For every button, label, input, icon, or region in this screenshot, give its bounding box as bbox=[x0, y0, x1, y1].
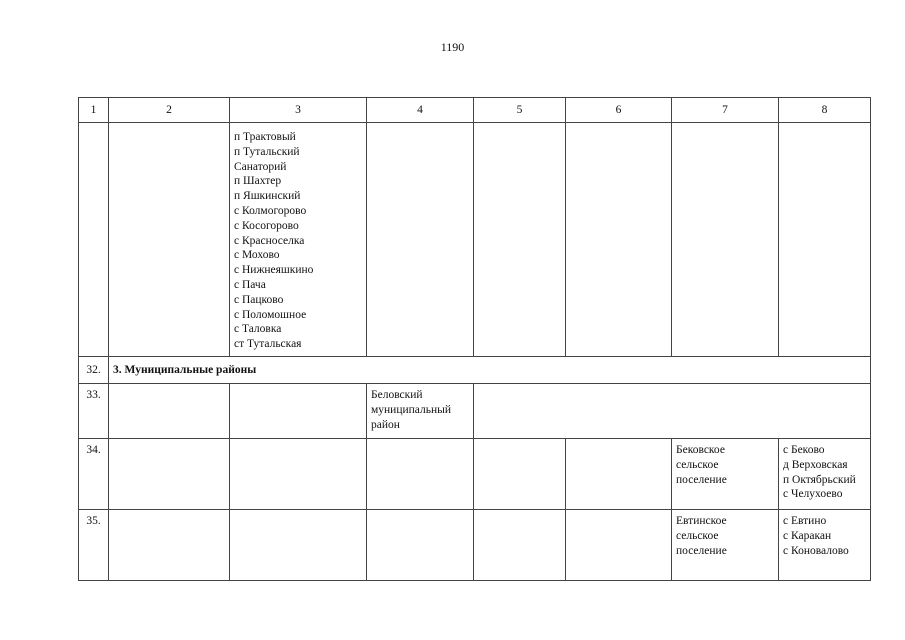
settlement-name: с Поломошное bbox=[234, 308, 307, 321]
table-cell bbox=[230, 510, 367, 581]
table-cell bbox=[109, 384, 230, 439]
settlement-name: с Каракан bbox=[783, 529, 832, 542]
table-cell bbox=[230, 439, 367, 510]
table-cell bbox=[109, 123, 230, 357]
settlement-name: с Таловка bbox=[234, 323, 282, 336]
table-row bbox=[79, 510, 871, 581]
settlement-name: с Нижнеяшкино bbox=[234, 264, 314, 277]
table-cell bbox=[367, 439, 474, 510]
settlement-name: п Шахтер bbox=[234, 175, 282, 188]
header-cell: 7 bbox=[672, 98, 779, 123]
header-cell: 5 bbox=[474, 98, 566, 123]
header-cell: 8 bbox=[779, 98, 871, 123]
page-number: 1190 bbox=[440, 40, 465, 54]
district-name-cell bbox=[367, 384, 474, 439]
settlement-name: с Челухоево bbox=[783, 488, 843, 501]
table-cell bbox=[367, 123, 474, 357]
settlement-list-cell bbox=[779, 510, 871, 581]
row-number: 32. bbox=[79, 357, 109, 384]
settlement-area-cell bbox=[672, 510, 779, 581]
section-title: 3. Муниципальные районы bbox=[109, 357, 871, 384]
settlement-area-line: поселение bbox=[676, 544, 727, 557]
row-number: 33. bbox=[79, 384, 109, 439]
settlement-name: п Яшкинский bbox=[234, 190, 301, 203]
settlement-name: п Октябрьский bbox=[783, 473, 856, 486]
table-cell bbox=[566, 439, 672, 510]
header-cell: 4 bbox=[367, 98, 474, 123]
settlement-area-cell bbox=[672, 439, 779, 510]
district-name-line: Беловский bbox=[371, 389, 423, 401]
row-number: 34. bbox=[79, 439, 109, 510]
table-cell bbox=[109, 510, 230, 581]
settlement-area-line: Евтинское bbox=[676, 515, 727, 527]
district-name-line: район bbox=[371, 418, 400, 431]
settlements-table bbox=[78, 97, 871, 581]
table-row bbox=[79, 384, 871, 439]
settlement-name: Санаторий bbox=[234, 160, 287, 173]
settlement-name: с Беково bbox=[783, 444, 825, 456]
table-row bbox=[79, 439, 871, 510]
district-name-line: муниципальный bbox=[371, 403, 452, 416]
settlement-name: с Пача bbox=[234, 278, 266, 291]
header-cell: 6 bbox=[566, 98, 672, 123]
table-cell bbox=[566, 510, 672, 581]
settlement-list-cell bbox=[779, 439, 871, 510]
table-cell bbox=[474, 439, 566, 510]
table-row bbox=[79, 123, 871, 357]
settlement-name: д Верховская bbox=[783, 458, 848, 471]
settlement-name: с Коновалово bbox=[783, 544, 849, 557]
table-cell bbox=[474, 384, 871, 439]
table-header-row bbox=[79, 98, 871, 123]
table-cell bbox=[779, 123, 871, 357]
row-number: 35. bbox=[79, 510, 109, 581]
settlement-name: с Евтино bbox=[783, 515, 827, 527]
settlement-name: п Тутальский bbox=[234, 145, 300, 158]
settlement-name: ст Тутальская bbox=[234, 338, 302, 351]
table-cell bbox=[474, 123, 566, 357]
settlement-name: п Трактовый bbox=[234, 131, 296, 143]
table-cell bbox=[474, 510, 566, 581]
table-cell bbox=[109, 439, 230, 510]
header-cell: 2 bbox=[109, 98, 230, 123]
settlement-name: с Колмогорово bbox=[234, 204, 307, 217]
table-cell bbox=[230, 384, 367, 439]
table-cell bbox=[79, 123, 109, 357]
settlement-name: с Красноселка bbox=[234, 234, 305, 247]
settlement-area-line: поселение bbox=[676, 473, 727, 486]
table-cell bbox=[672, 123, 779, 357]
settlement-area-line: сельское bbox=[676, 458, 719, 471]
settlement-name: с Косогорово bbox=[234, 219, 299, 232]
settlement-name: с Пацково bbox=[234, 293, 284, 306]
header-cell: 1 bbox=[79, 98, 109, 123]
settlement-list-cell bbox=[230, 123, 367, 357]
header-cell: 3 bbox=[230, 98, 367, 123]
settlement-area-line: сельское bbox=[676, 529, 719, 542]
table-cell bbox=[566, 123, 672, 357]
table-cell bbox=[367, 510, 474, 581]
settlement-area-line: Бековское bbox=[676, 444, 725, 456]
settlement-name: с Мохово bbox=[234, 249, 280, 262]
table-row bbox=[79, 357, 871, 384]
